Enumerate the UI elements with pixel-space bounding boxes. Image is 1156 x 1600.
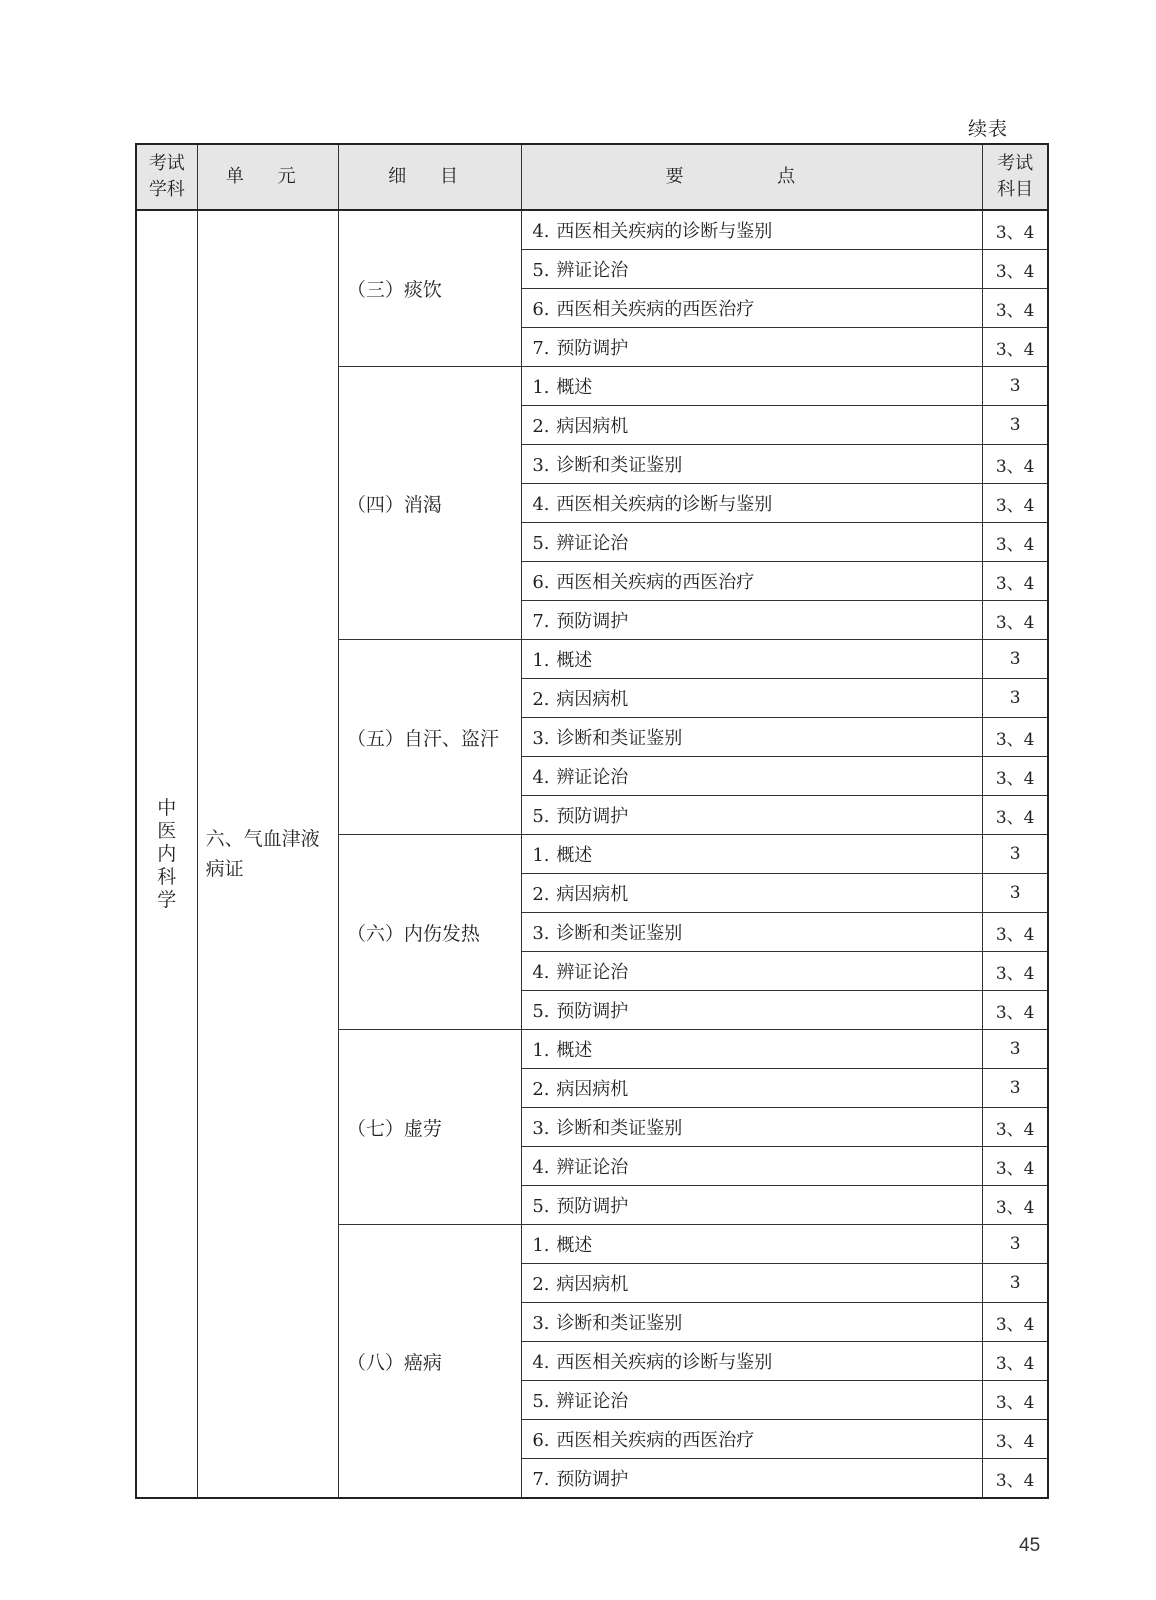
continued-label: 续表 — [968, 118, 1009, 140]
point-text: 西医相关疾病的诊断与鉴别 — [556, 221, 773, 242]
point-text: 预防调护 — [556, 1001, 629, 1022]
point-text: 预防调护 — [556, 1196, 629, 1217]
header-point: 要 点 — [522, 144, 983, 210]
point-cell — [522, 1303, 983, 1342]
point-cell — [522, 1030, 983, 1069]
point-text: 预防调护 — [556, 338, 629, 359]
exam-code-cell: 3、4 — [983, 523, 1048, 562]
point-text: 西医相关疾病的诊断与鉴别 — [556, 494, 773, 515]
point-cell — [522, 406, 983, 445]
point-cell — [522, 952, 983, 991]
exam-code-cell: 3、4 — [983, 328, 1048, 367]
exam-code-cell: 3 — [983, 679, 1048, 718]
point-text: 概述 — [556, 845, 593, 866]
point-cell — [522, 874, 983, 913]
point-text: 西医相关疾病的西医治疗 — [556, 299, 755, 320]
detail-cell: （七）虚劳 — [338, 1030, 521, 1225]
unit-cell: 六、气血津液病证 — [197, 210, 338, 1498]
point-text: 辨证论治 — [556, 533, 629, 554]
point-cell — [522, 523, 983, 562]
exam-code-cell: 3 — [983, 640, 1048, 679]
header-detail: 细 目 — [338, 144, 521, 210]
point-cell — [522, 250, 983, 289]
point-text: 辨证论治 — [556, 1391, 629, 1412]
point-cell — [522, 210, 983, 250]
point-cell — [522, 718, 983, 757]
exam-code-cell: 3、4 — [983, 210, 1048, 250]
point-number: 2. — [532, 689, 550, 710]
point-number: 1. — [532, 377, 550, 398]
point-number: 4. — [532, 1157, 550, 1178]
point-text: 辨证论治 — [556, 1157, 629, 1178]
exam-code-cell: 3、4 — [983, 1381, 1048, 1420]
point-text: 概述 — [556, 377, 593, 398]
point-text: 预防调护 — [556, 806, 629, 827]
point-cell — [522, 757, 983, 796]
exam-code-cell: 3、4 — [983, 1303, 1048, 1342]
point-number: 6. — [532, 299, 550, 320]
point-cell — [522, 601, 983, 640]
header-code — [983, 144, 1048, 210]
point-text: 诊断和类证鉴别 — [556, 923, 683, 944]
point-number: 3. — [532, 1313, 550, 1334]
point-text: 诊断和类证鉴别 — [556, 1118, 683, 1139]
exam-code-cell: 3、4 — [983, 484, 1048, 523]
header-subject — [136, 144, 197, 210]
exam-code-cell: 3、4 — [983, 913, 1048, 952]
point-cell — [522, 835, 983, 874]
exam-code-cell: 3、4 — [983, 1108, 1048, 1147]
point-text: 病因病机 — [556, 416, 629, 437]
point-number: 7. — [532, 611, 550, 632]
point-text: 预防调护 — [556, 611, 629, 632]
point-cell — [522, 679, 983, 718]
exam-code-cell: 3 — [983, 406, 1048, 445]
table-row — [136, 210, 1048, 250]
point-number: 4. — [532, 494, 550, 515]
header-code-line-1: 考试 — [997, 153, 1034, 174]
exam-code-cell: 3、4 — [983, 757, 1048, 796]
point-number: 2. — [532, 416, 550, 437]
exam-code-cell: 3、4 — [983, 952, 1048, 991]
point-cell — [522, 562, 983, 601]
point-number: 2. — [532, 1079, 550, 1100]
exam-code-cell: 3 — [983, 367, 1048, 406]
exam-code-cell: 3 — [983, 1225, 1048, 1264]
header-code-line-2: 科目 — [997, 179, 1034, 200]
exam-code-cell: 3、4 — [983, 796, 1048, 835]
point-cell — [522, 1069, 983, 1108]
exam-code-cell: 3、4 — [983, 1186, 1048, 1225]
point-text: 预防调护 — [556, 1469, 629, 1490]
point-number: 5. — [532, 1001, 550, 1022]
point-text: 诊断和类证鉴别 — [556, 728, 683, 749]
point-text: 辨证论治 — [556, 962, 629, 983]
exam-code-cell: 3、4 — [983, 445, 1048, 484]
point-number: 6. — [532, 572, 550, 593]
point-text: 西医相关疾病的诊断与鉴别 — [556, 1352, 773, 1373]
point-number: 3. — [532, 923, 550, 944]
point-cell — [522, 1420, 983, 1459]
exam-code-cell: 3、4 — [983, 1147, 1048, 1186]
point-number: 5. — [532, 533, 550, 554]
point-number: 2. — [532, 1274, 550, 1295]
point-cell — [522, 445, 983, 484]
header-subject-line-1: 考试 — [148, 153, 185, 174]
point-text: 病因病机 — [556, 1079, 629, 1100]
point-cell — [522, 1186, 983, 1225]
detail-cell: （三）痰饮 — [338, 210, 521, 367]
header-subject-line-2: 学科 — [148, 179, 185, 200]
point-number: 1. — [532, 845, 550, 866]
exam-code-cell: 3、4 — [983, 250, 1048, 289]
point-number: 3. — [532, 1118, 550, 1139]
point-number: 5. — [532, 1196, 550, 1217]
point-cell — [522, 484, 983, 523]
point-number: 1. — [532, 1040, 550, 1061]
point-cell — [522, 289, 983, 328]
point-text: 病因病机 — [556, 689, 629, 710]
point-number: 3. — [532, 728, 550, 749]
exam-code-cell: 3、4 — [983, 991, 1048, 1030]
exam-code-cell: 3 — [983, 1030, 1048, 1069]
point-cell — [522, 1264, 983, 1303]
subject-cell — [136, 210, 197, 1498]
point-text: 西医相关疾病的西医治疗 — [556, 1430, 755, 1451]
table-header-row — [136, 144, 1048, 210]
point-cell — [522, 1459, 983, 1499]
point-number: 5. — [532, 260, 550, 281]
point-text: 病因病机 — [556, 884, 629, 905]
point-text: 诊断和类证鉴别 — [556, 1313, 683, 1334]
syllabus-table — [135, 143, 1049, 1499]
header-unit: 单 元 — [197, 144, 338, 210]
exam-code-cell: 3、4 — [983, 601, 1048, 640]
point-number: 4. — [532, 767, 550, 788]
exam-code-cell: 3、4 — [983, 1420, 1048, 1459]
exam-code-cell: 3、4 — [983, 1459, 1048, 1499]
point-cell — [522, 1108, 983, 1147]
point-number: 4. — [532, 962, 550, 983]
detail-cell: （四）消渴 — [338, 367, 521, 640]
point-cell — [522, 991, 983, 1030]
point-number: 5. — [532, 806, 550, 827]
point-number: 4. — [532, 221, 550, 242]
point-number: 5. — [532, 1391, 550, 1412]
point-cell — [522, 1342, 983, 1381]
exam-code-cell: 3、4 — [983, 1342, 1048, 1381]
point-text: 概述 — [556, 1040, 593, 1061]
point-number: 1. — [532, 650, 550, 671]
point-text: 概述 — [556, 1235, 593, 1256]
exam-code-cell: 3、4 — [983, 718, 1048, 757]
detail-cell: （八）癌病 — [338, 1225, 521, 1499]
point-cell — [522, 796, 983, 835]
detail-cell: （五）自汗、盗汗 — [338, 640, 521, 835]
point-cell — [522, 913, 983, 952]
point-number: 3. — [532, 455, 550, 476]
exam-code-cell: 3 — [983, 874, 1048, 913]
point-cell — [522, 367, 983, 406]
point-cell — [522, 640, 983, 679]
exam-code-cell: 3、4 — [983, 562, 1048, 601]
point-text: 辨证论治 — [556, 767, 629, 788]
point-cell — [522, 1147, 983, 1186]
point-cell — [522, 1381, 983, 1420]
point-text: 西医相关疾病的西医治疗 — [556, 572, 755, 593]
point-number: 7. — [532, 338, 550, 359]
point-text: 概述 — [556, 650, 593, 671]
point-number: 2. — [532, 884, 550, 905]
table-body — [136, 210, 1048, 1498]
point-number: 7. — [532, 1469, 550, 1490]
point-text: 诊断和类证鉴别 — [556, 455, 683, 476]
point-number: 1. — [532, 1235, 550, 1256]
subject-name: 中医内科学 — [157, 796, 177, 911]
point-cell — [522, 328, 983, 367]
page-number: 45 — [1019, 1535, 1041, 1556]
exam-code-cell: 3 — [983, 835, 1048, 874]
point-text: 病因病机 — [556, 1274, 629, 1295]
exam-code-cell: 3、4 — [983, 289, 1048, 328]
exam-code-cell: 3 — [983, 1069, 1048, 1108]
point-text: 辨证论治 — [556, 260, 629, 281]
point-number: 4. — [532, 1352, 550, 1373]
exam-code-cell: 3 — [983, 1264, 1048, 1303]
point-number: 6. — [532, 1430, 550, 1451]
detail-cell: （六）内伤发热 — [338, 835, 521, 1030]
point-cell — [522, 1225, 983, 1264]
